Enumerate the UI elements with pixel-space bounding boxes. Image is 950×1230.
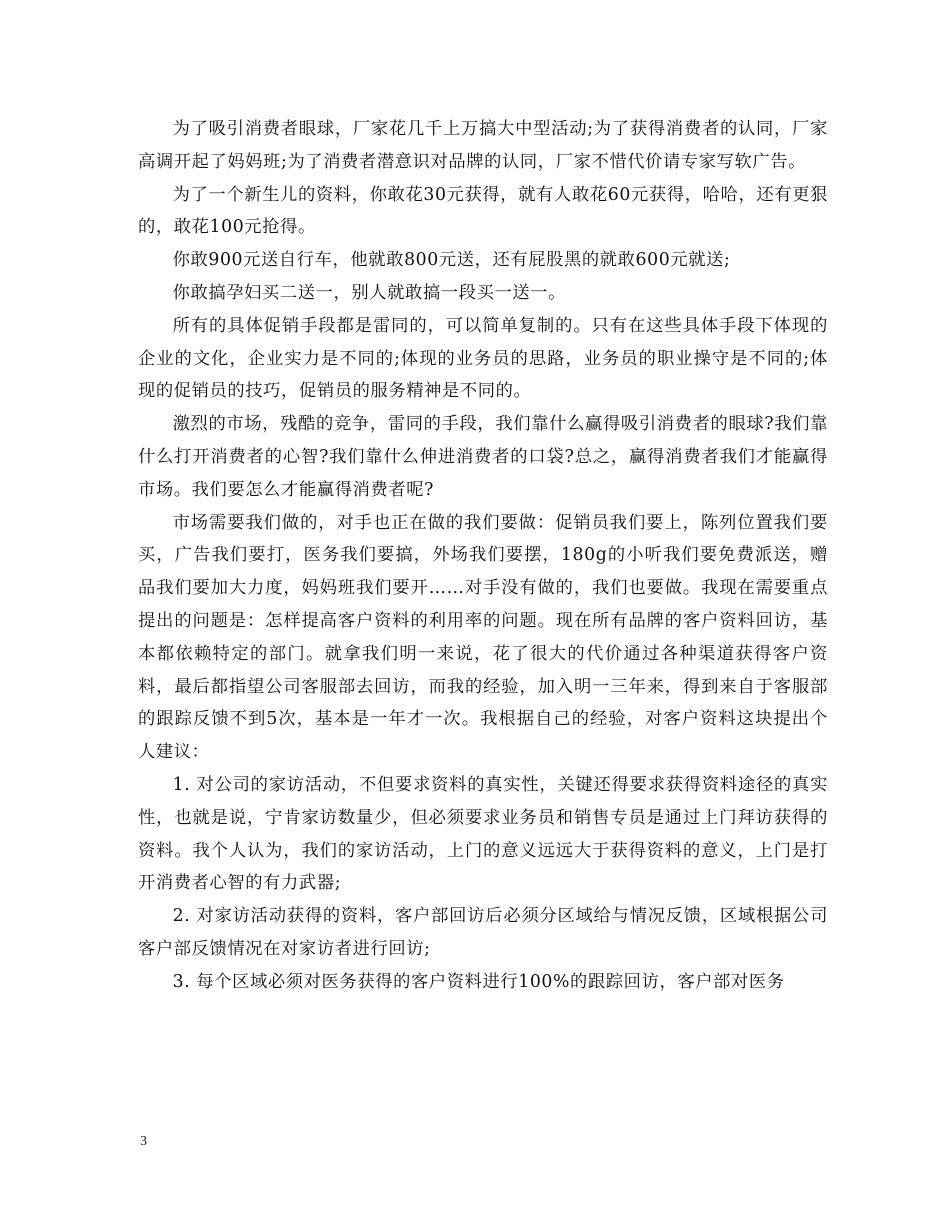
paragraph-2: 为了一个新生儿的资料，你敢花30元获得，就有人敢花60元获得，哈哈，还有更狠的，敢花100元抢得。 bbox=[138, 184, 828, 238]
paragraph-6: 激烈的市场，残酷的竞争，雷同的手段，我们靠什么赢得吸引消费者的眼球?我们靠什么打开消费者的心智?我们靠什么伸进消费者的口袋?总之，赢得消费者我们才能赢得市场。我们要怎么才能赢得消费者呢? bbox=[138, 414, 828, 500]
paragraph-5: 所有的具体促销手段都是雷同的，可以简单复制的。只有在这些具体手段下体现的企业的文化，企业实力是不同的;体现的业务员的思路，业务员的职业操守是不同的;体现的促销员的技巧，促销员的服务精神是不同的。 bbox=[138, 315, 828, 402]
body-text bbox=[138, 113, 828, 999]
paragraph-1: 为了吸引消费者眼球，厂家花几千上万搞大中型活动;为了获得消费者的认同，厂家高调开起了妈妈班;为了消费者潜意识对品牌的认同，厂家不惜代价请专家写软广告。 bbox=[138, 119, 828, 172]
list-item-1: 1. 对公司的家访活动，不但要求资料的真实性，关键还得要求获得资料途径的真实性，也就是说，宁肯家访数量少，但必须要求业务员和销售专员是通过上门拜访获得的资料。我个人认为，我们的家访活动，上门的意义远远大于获得资料的意义，上门是打开消费者心智的有力武器; bbox=[138, 774, 828, 894]
page-number: 3 bbox=[140, 1134, 147, 1149]
paragraph-7: 市场需要我们做的，对手也正在做的我们要做：促销员我们要上，陈列位置我们要买，广告我们要打，医务我们要搞，外场我们要摆，180g的小听我们要免费派送，赠品我们要加大力度，妈妈班我们要开……对手没有做的，我们也要做。我现在需要重点提出的问题是：怎样提高客户资料的利用率的问题。现在所有品牌的客户资料回访，基本都依赖特定的部门。就拿我们明一来说，花了很大的代价通过各种渠道获得客户资料，最后都指望公司客服部去回访，而我的经验，加入明一三年来，得到来自于客服部的跟踪反馈不到5次，基本是一年才一次。我根据自己的经验，对客户资料这块提出个人建议： bbox=[138, 512, 828, 763]
list-item-3: 3. 每个区域必须对医务获得的客户资料进行100%的跟踪回访，客户部对医务 bbox=[172, 971, 785, 992]
paragraph-3: 你敢900元送自行车，他就敢800元送，还有屁股黑的就敢600元就送; bbox=[172, 250, 731, 271]
paragraph-4: 你敢搞孕妇买二送一，别人就敢搞一段买一送一。 bbox=[172, 282, 566, 303]
list-item-2: 2. 对家访活动获得的资料，客户部回访后必须分区域给与情况反馈，区域根据公司客户部反馈情况在对家访者进行回访; bbox=[138, 906, 828, 959]
